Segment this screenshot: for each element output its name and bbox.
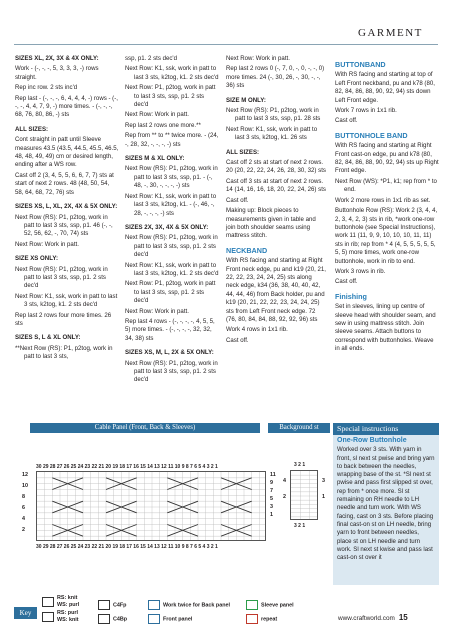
front-swatch — [148, 614, 160, 624]
header-rule — [14, 44, 438, 45]
section-title: NECKBAND — [226, 245, 268, 255]
paragraph: Cast off. — [226, 196, 249, 204]
paragraph: Rep last 4 rows - (-, -, -, -, 4, 5, 5, 5) more times. - (-, -, -, -, 32, 32, 34, 38) sts — [125, 317, 215, 342]
row-number: 3 — [270, 504, 273, 510]
section-heading: SIZE XS ONLY: — [15, 255, 59, 263]
paragraph: Cast off 2 sts at start of next 2 rows. 20 (20, 22, 22, 24, 26, 28, 30, 32) sts — [226, 159, 326, 175]
row-number: 3 — [322, 478, 325, 484]
paragraph: Work 3 rows in rib. — [335, 267, 386, 275]
background-right-rows — [322, 478, 325, 510]
paragraph: Next Row (RS): P1, p2tog, work in patt to last 3 sts, ssp, p1. 2 sts dec'd — [15, 265, 108, 290]
key-sleeve: Sleeve panel — [246, 600, 294, 610]
section-heading: SIZES XL, 2X, 3X & 4X ONLY: — [15, 55, 99, 62]
cable-bottom-numbers: 30 29 28 27 26 25 24 23 22 21 20 19 18 17 16 15 14 13 12 11 10 9 8 7 6 5 4 3 2 1 — [36, 544, 218, 550]
paragraph: With RS facing and starting at top of Left Front neckband, pu and k78 (80, 82, 84, 86, 88, 90, 92, 94) sts down Left Front edge. — [335, 71, 435, 104]
background-stitch-label: Background st — [268, 423, 330, 433]
paragraph: Cast off. — [335, 117, 358, 125]
c4f-swatch — [98, 600, 110, 610]
row-number: 10 — [22, 483, 28, 489]
row-number: 8 — [22, 494, 25, 500]
special-instructions-body: Worked over 3 sts. With yarn in front, sl next st pwise and bring yarn to back between the needles, wrapping base of the st. *Sl next st pwise and pass first slipped st over, rep from * once more. Sl st remaining on RH needle to LH needle and turn work. With WS facing, cast on 3 sts. Before placing final cast-on st on LH needle, bring yarn to front between needles, place st on LH needle and turn work. Sl next st kwise and pass last cast-on st over it — [337, 446, 435, 562]
paragraph: Next Row: K1, ssk, work in patt to last 3 sts, k2tog, k1. - (-, 46, -, 28, -, -, -, -) sts — [125, 192, 217, 217]
paragraph: With RS facing and starting at Right Front neck edge, pu and k19 (20, 21, 22, 22, 23, 24, 24, 25) sts along neck edge, k34 (36, 38, 40, 40, 42, 44, 44, 46) from Back holder, pu and k19 (20, 21, 22, 22, 23, 24, 24, 25) sts from Left Front neck edge. 72 (76, 80, 84, 84, 88, 92, 92, 96) sts — [226, 257, 326, 323]
row-number: 4 — [283, 478, 286, 484]
footer — [338, 613, 408, 622]
footer-url: www.craftworld.com — [338, 615, 395, 622]
paragraph: Set in sleeves, lining up centre of sleeve head with shoulder seam, and sew in using mattress stitch. Join sleeve seams. Attach buttons to correspond with buttonholes. Weave in all ends. — [335, 303, 436, 353]
paragraph: ssp, p1. 2 sts dec'd — [125, 55, 177, 62]
section-heading: SIZES S, L & XL ONLY: — [15, 334, 81, 342]
paragraph: Next Row (RS): P1, p2tog, work in patt to last 3 sts, ssp, p1. - (-, 48, -, 30, -, -, -, -) sts — [125, 165, 218, 190]
section-heading: SIZES XS, L, XL, 2X, 4X & 5X ONLY: — [15, 203, 118, 211]
key-knit: RS: knit WS: purl — [42, 595, 79, 608]
paragraph: Next Row: Work in patt. — [125, 111, 189, 119]
paragraph: Rep last 2 rows four more times. 26 sts — [15, 311, 112, 327]
special-instructions-title: One-Row Buttonhole — [337, 437, 407, 444]
paragraph: Next Row: P1, p2tog, work in patt to last 3 sts, ssp, p1. 2 sts dec'd — [125, 84, 216, 109]
background-left-rows — [283, 478, 286, 510]
row-number: 9 — [270, 480, 273, 486]
paragraph: Making up: Block pieces to measurements given in table and join both shoulder seams using mattress stitch. — [226, 207, 316, 240]
row-number: 6 — [22, 505, 25, 511]
row-number: 1 — [322, 494, 325, 500]
key-front: Front panel — [148, 614, 192, 624]
paragraph: Next Row (RS): P1, p2tog, work in patt to last 3 sts, ssp, p1. 2 sts dec'd — [125, 359, 218, 384]
background-chart-grid — [290, 470, 318, 520]
paragraph: Next Row: Work in patt. — [15, 240, 79, 248]
background-top-numbers: 3 2 1 — [294, 462, 306, 468]
background-side-rows — [270, 472, 276, 520]
cable-chart-svg — [37, 472, 266, 541]
paragraph: Work 2 more rows in 1x1 rib as set. — [335, 196, 431, 204]
twice-swatch — [148, 600, 160, 610]
paragraph: Next Row (WS): *P1, k1; rep from * to end. — [335, 177, 437, 194]
column-3 — [226, 55, 326, 347]
section-heading: ALL SIZES: — [15, 125, 49, 133]
paragraph: Cast off. — [226, 336, 249, 344]
paragraph: Rep last 2 rows one more.** — [125, 121, 201, 129]
special-instructions-box — [333, 435, 439, 585]
cable-chart-lines — [37, 472, 266, 541]
background-chart-lines — [291, 471, 318, 520]
paragraph: Rep inc row. 2 sts inc'd — [15, 84, 78, 92]
special-instructions-bar: Special instructions — [333, 423, 439, 435]
paragraph: Rep last 2 rows 0 (-, 7, 0, -, 0, -, -, 0) more times. 24 (-, 30, 26, -, 30, -, -, 36) sts — [226, 65, 325, 90]
paragraph: Next Row: Work in patt. — [226, 55, 290, 62]
row-number: 2 — [22, 527, 25, 533]
row-number: 7 — [270, 488, 273, 494]
paragraph: Rep from ** to ** twice more. - (24, -, 28, 32, -, -, -, -) sts — [125, 132, 219, 148]
page-header-title: GARMENT — [358, 27, 423, 39]
column-1 — [15, 55, 119, 364]
paragraph: Work - (-, -, -, 5, 3, 3, 3, -) rows straight. — [15, 65, 99, 81]
row-number: 4 — [22, 516, 25, 522]
paragraph: Next Row: K1, ssk, work in patt to last 3 sts, k2tog, k1. 2 sts dec'd — [125, 65, 219, 81]
paragraph: Work 7 rows in 1x1 rib. — [335, 107, 397, 115]
row-number: 1 — [270, 512, 273, 518]
paragraph: Rep last - (-, -, -, 6, 4, 4, 4, -) rows - (-, -, -, 4, 4, 7, 9, -) more times. - (-, -, -, 68, 76, 80, 86, -) sts — [15, 94, 118, 119]
paragraph: Next Row: P1, p2tog, work in patt to last 3 sts, ssp, p1. 2 sts dec'd — [125, 280, 216, 305]
section-heading: SIZES 2X, 3X, 4X & 5X ONLY: — [125, 223, 209, 231]
key-c4b: C4Bp — [98, 614, 127, 624]
row-number: 2 — [283, 494, 286, 500]
cable-row-numbers — [22, 472, 28, 538]
row-number: 12 — [22, 472, 28, 478]
paragraph: Next Row (RS): P1, p2tog, work in patt to last 3 sts, ssp, p1. 46 (-, -, 52, 56, 62, -, 70, 74) sts — [15, 213, 113, 238]
row-number: 5 — [270, 496, 273, 502]
c4b-swatch — [98, 614, 110, 624]
paragraph: **Next Row (RS): P1, p2tog, work in patt to last 3 sts, — [15, 344, 113, 361]
section-title: Finishing — [335, 291, 367, 301]
cable-chart-grid — [36, 471, 266, 541]
knit-swatch — [42, 597, 54, 607]
paragraph: Cont straight in patt until Sleeve measures 43.5 (43.5, 44.5, 45.5, 46.5, 48, 48, 49, 49) cm or desired length, ending after a WS row. — [15, 136, 119, 169]
paragraph: Next Row (RS): P1, p2tog, work in patt to last 3 sts, ssp, p1. 28 sts — [226, 107, 321, 123]
paragraph: Cast off 3 sts at start of next 2 rows. 14 (14, 16, 16, 18, 20, 22, 24, 26) sts — [226, 177, 326, 194]
section-title: BUTTONBAND — [335, 60, 386, 69]
column-2 — [125, 55, 220, 387]
background-chart-svg — [291, 471, 318, 520]
paragraph: Next Row: K1, ssk, work in patt to last 3 sts, k2tog, k1. 2 sts dec'd — [125, 261, 219, 277]
paragraph: Next Row: K1, ssk, work in patt to last 3 sts, k2tog, k1. 26 sts — [226, 125, 318, 142]
page-number: 15 — [398, 613, 408, 622]
cable-top-numbers: 30 29 28 27 26 25 24 23 22 21 20 19 18 17 16 15 14 13 12 11 10 9 8 7 6 5 4 3 2 1 — [36, 464, 218, 470]
key-repeat: repeat — [246, 614, 277, 624]
paragraph: Work 4 rows in 1x1 rib. — [226, 326, 288, 334]
sleeve-swatch — [246, 600, 258, 610]
purl-swatch — [42, 612, 54, 622]
key-tab: Key — [14, 607, 37, 619]
cable-panel-label: Cable Panel (Front, Back & Sleeves) — [30, 423, 260, 433]
key-c4f: C4Fp — [98, 600, 126, 610]
section-title: BUTTONHOLE BAND — [335, 130, 408, 140]
paragraph: Cast off 2 (3, 4, 5, 5, 6, 6, 7, 7) sts at start of next 2 rows. 48 (48, 50, 54, 58, 64, 68, 72, 76) sts — [15, 171, 114, 196]
section-heading: ALL SIZES: — [226, 148, 260, 156]
paragraph: Next Row (RS): P1, p2tog, work in patt to last 3 sts, ssp, p1. 2 sts dec'd — [125, 234, 218, 259]
section-heading: SIZE M ONLY: — [226, 96, 266, 104]
key-purl: RS: purl WS: knit — [42, 610, 79, 623]
background-bottom-numbers: 3 2 1 — [294, 523, 306, 529]
row-number: 11 — [270, 472, 276, 478]
section-heading: SIZES XS, M, L, 2X & 5X ONLY: — [125, 349, 214, 357]
paragraph: Cast off. — [335, 278, 358, 286]
repeat-swatch — [246, 614, 258, 624]
paragraph: Next Row: K1, ssk, work in patt to last 3 sts, k2tog, k1. 2 sts dec'd — [15, 292, 118, 309]
paragraph: Next Row: Work in patt. — [125, 307, 189, 315]
section-heading: SIZES M & XL ONLY: — [125, 155, 185, 163]
paragraph: Buttonhole Row (RS): Work 2 (3, 4, 4, 2, 3, 4, 2, 3) sts in rib, *work one-row buttonhole (see Special Instructions), work 11 (11, 9, 9, 10, 10, 10, 11, 11) sts in rib; rep from * 4 (4, 5, 5, 5, 5, 5, 5, 5) more times, work one-row buttonhole, work in rib to end. — [335, 207, 438, 265]
paragraph: With RS facing and starting at Right Front cast-on edge, pu and k78 (80, 82, 84, 86, 88, 90, 92, 94) sts up Right Front edge. — [335, 142, 439, 175]
column-4 — [335, 55, 439, 356]
key-twice-back: Work twice for Back panel — [148, 600, 230, 610]
